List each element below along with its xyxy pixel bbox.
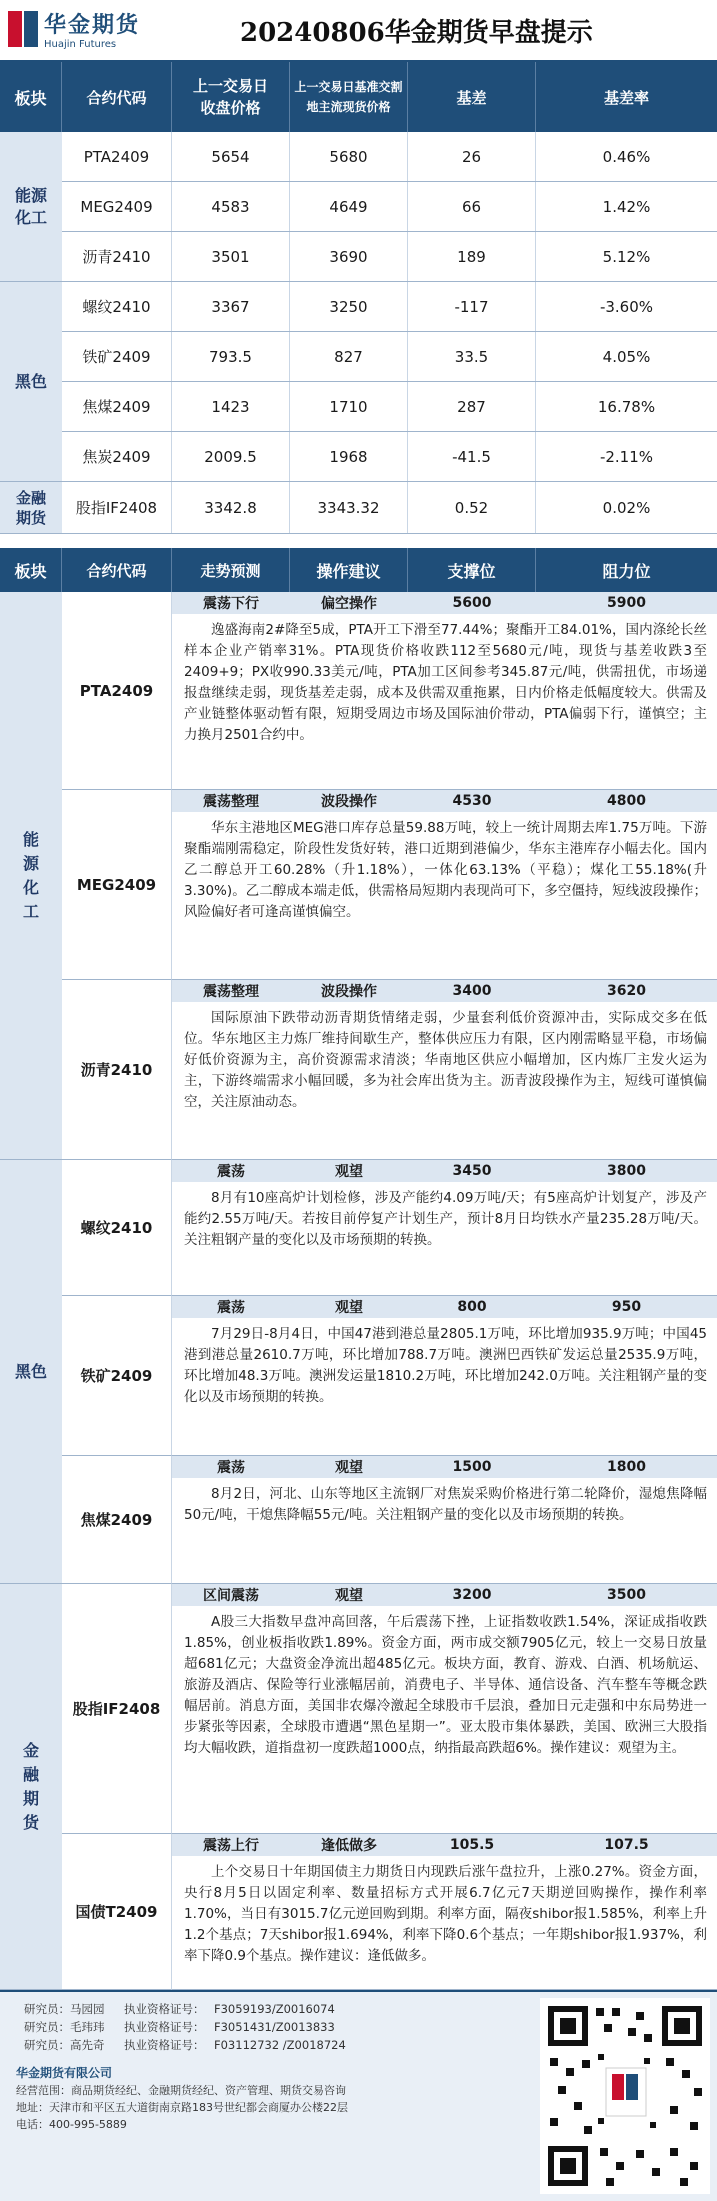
logo-cn: 华金期货 xyxy=(44,13,141,38)
strategy-table-header xyxy=(0,548,717,592)
table-row: PTA2409 5654 5680 26 0.46% xyxy=(62,132,717,182)
item-params: 震荡 观望 3450 3800 xyxy=(172,1160,717,1182)
item-commentary: 上个交易日十年期国债主力期货日内现跌后涨午盘拉升，上涨0.27%。资金方面，央行8月5日以固定利率、数量招标方式开展6.7亿元7天期逆回购操作，操作利率1.70%，当日有3015.7亿元逆回购到期。利率方面，隔夜shibor报1.585%，利率上升1.2个基点；7天shibor报1.694%，利率下降0.6个基点；一年期shibor报1.937%，利率下降0.9个基点。操作建议：逢低做多。 xyxy=(172,1856,717,1990)
item-commentary: 8月有10座高炉计划检修，涉及产能约4.09万吨/天；有5座高炉计划复产，涉及产能约2.55万吨/天。若按目前停复产计划生产，预计8月日均铁水产量235.28万吨/天。关注粗钢产量的变化以及市场预期的转换。 xyxy=(172,1182,717,1296)
table-row: 焦炭2409 2009.5 1968 -41.5 -2.11% xyxy=(62,432,717,482)
item-commentary: 华东主港地区MEG港口库存总量59.88万吨，较上一统计周期去库1.75万吨。下游聚酯端刚需稳定，阶段性发货好转，港口近期到港偏少，华东主港库存小幅去化。国内乙二醇总开工60.28%（升1.18%），一体化63.13%（平稳）；煤化工55.18%(升3.30%)。乙二醇成本端走低，供需格局短期内表现尚可下，多空僵持，短线波段操作；风险偏好者可逢高谨慎偏空。 xyxy=(172,812,717,980)
col-trend: 走势预测 xyxy=(172,548,290,592)
logo-mark-icon xyxy=(8,11,38,47)
item-code: MEG2409 xyxy=(62,790,172,980)
group-finance: 金融期货 xyxy=(0,482,62,534)
col-advice: 操作建议 xyxy=(290,548,408,592)
item-commentary: A股三大指数早盘冲高回落，午后震荡下挫，上证指数收跌1.54%，深证成指收跌1.85%，创业板指收跌1.89%。资金方面，两市成交额7905亿元，较上一交易日放量超681亿元；大盘资金净流出超485亿元。板块方面，教育、游戏、白酒、机场航运、旅游及酒店、保险等行业涨幅居前，消费电子、半导体、通信设备、汽车整车等概念跌幅居前。消息方面，美国非农爆冷激起全球股市千层浪，叠加日元走强和中东局势进一步紧张等因素，全球股市遭遇“黑色星期一”。亚太股市集体暴跌，美国、欧洲三大股指均大幅收跌，道指盘初一度跌超1000点，纳指最高跌超6%。操作建议：观望为主。 xyxy=(172,1606,717,1834)
col-basis-rate: 基差率 xyxy=(603,88,649,107)
report-title: 20240806华金期货早盘提示 xyxy=(240,18,593,48)
table-row: 焦煤2409 1423 1710 287 16.78% xyxy=(62,382,717,432)
company-logo xyxy=(8,8,140,50)
item-code: 铁矿2409 xyxy=(62,1296,172,1456)
item-code: 螺纹2410 xyxy=(62,1160,172,1296)
col-code: 合约代码 xyxy=(62,62,172,132)
item-code: 焦煤2409 xyxy=(62,1456,172,1584)
group-finance: 金融期货 xyxy=(0,1584,62,1990)
item-commentary: 7月29日-8月4日，中国47港到港总量2805.1万吨，环比增加935.9万吨；中国45港到港总量2610.7万吨，环比增加788.7万吨。澳洲巴西铁矿发运总量2535.9万吨，环比增加48.3万吨。澳洲发运量1810.2万吨，环比增加242.0万吨。关注粗钢产量的变化以及市场预期的转换。 xyxy=(172,1318,717,1456)
group-energy: 能源化工 xyxy=(0,132,62,282)
group-black: 黑色 xyxy=(0,282,62,482)
company-name: 华金期货有限公司 xyxy=(16,2066,113,2080)
analyst-list xyxy=(24,2000,346,2054)
company-phone: 电话：400-995-5889 xyxy=(16,2118,127,2131)
item-params: 震荡 观望 800 950 xyxy=(172,1296,717,1318)
col-spot-price: 上一交易日基准交割 地主流现货价格 xyxy=(290,62,408,132)
item-commentary: 逸盛海南2#降至5成，PTA开工下滑至77.44%；聚酯开工84.01%，国内涤纶长丝样本企业产销率31%。PTA现货价格收跌112至5680元/吨，现货与基差收跌3至2409+9；PX收990.33美元/吨，PTA加工区间参考345.87元/吨，供需扭优，市场递报盘继续走弱，现货基差走弱，成本及供需双重拖累，日内价格走低幅度较大。供需及产业链整体驱动暂有限，短期受周边市场及国际油价带动，PTA偏弱下行，谨慎空；主力换月2501合约中。 xyxy=(172,614,717,790)
basis-table-header xyxy=(0,62,717,132)
table-row: 股指IF2408 3342.8 3343.32 0.52 0.02% xyxy=(62,482,717,534)
footer xyxy=(0,1990,717,2201)
col-code: 合约代码 xyxy=(62,548,172,592)
item-code: 股指IF2408 xyxy=(62,1584,172,1834)
item-params: 震荡下行 偏空操作 5600 5900 xyxy=(172,592,717,614)
analyst-row: 研究员：马园园 执业资格证号： F3059193/Z0016074 xyxy=(24,2002,335,2016)
qr-code-icon xyxy=(540,1998,710,2194)
col-resist: 阻力位 xyxy=(602,561,651,581)
item-code: 国债T2409 xyxy=(62,1834,172,1990)
group-black: 黑色 xyxy=(0,1160,62,1584)
col-sector: 板块 xyxy=(0,62,62,132)
col-prev-close: 上一交易日 收盘价格 xyxy=(172,62,290,132)
item-params: 震荡上行 逢低做多 105.5 107.5 xyxy=(172,1834,717,1856)
col-sector: 板块 xyxy=(0,548,62,592)
item-commentary: 国际原油下跌带动沥青期货情绪走弱，少量套利低价资源冲击，实际成交多在低位。华东地区主力炼厂维持间歇生产，整体供应压力有限，区内刚需略显平稳，市场偏好低价资源为主，高价资源需求清淡；华南地区供应小幅增加，区内炼厂主发火运为主，下游终端需求小幅回暖，多为社会库出货为主。沥青波段操作为主，短线可谨慎偏空，关注原油动态。 xyxy=(172,1002,717,1160)
report-header xyxy=(0,0,717,62)
table-row: 铁矿2409 793.5 827 33.5 4.05% xyxy=(62,332,717,382)
analyst-row: 研究员：高先奇 执业资格证号： F03112732 /Z0018724 xyxy=(24,2038,346,2052)
group-energy: 能源化工 xyxy=(0,592,62,1160)
table-row: 沥青2410 3501 3690 189 5.12% xyxy=(62,232,717,282)
item-params: 震荡整理 波段操作 4530 4800 xyxy=(172,790,717,812)
item-params: 区间震荡 观望 3200 3500 xyxy=(172,1584,717,1606)
analyst-row: 研究员：毛玮玮 执业资格证号： F3051431/Z0013833 xyxy=(24,2020,335,2034)
item-code: 沥青2410 xyxy=(62,980,172,1160)
logo-en: Huajin Futures xyxy=(44,39,117,50)
table-row: MEG2409 4583 4649 66 1.42% xyxy=(62,182,717,232)
col-basis: 基差 xyxy=(408,62,536,132)
table-row: 螺纹2410 3367 3250 -117 -3.60% xyxy=(62,282,717,332)
item-params: 震荡整理 波段操作 3400 3620 xyxy=(172,980,717,1002)
company-info xyxy=(16,2082,536,2133)
item-params: 震荡 观望 1500 1800 xyxy=(172,1456,717,1478)
item-code: PTA2409 xyxy=(62,592,172,790)
col-support: 支撑位 xyxy=(408,548,536,592)
item-commentary: 8月2日，河北、山东等地区主流钢厂对焦炭采购价格进行第二轮降价，湿熄焦降幅50元/吨，干熄焦降幅55元/吨。关注粗钢产量的变化以及市场预期的转换。 xyxy=(172,1478,717,1584)
business-scope: 经营范围：商品期货经纪、金融期货经纪、资产管理、期货交易咨询 xyxy=(16,2084,346,2097)
company-address: 地址：天津市和平区五大道街南京路183号世纪都会商厦办公楼22层 xyxy=(16,2101,348,2114)
